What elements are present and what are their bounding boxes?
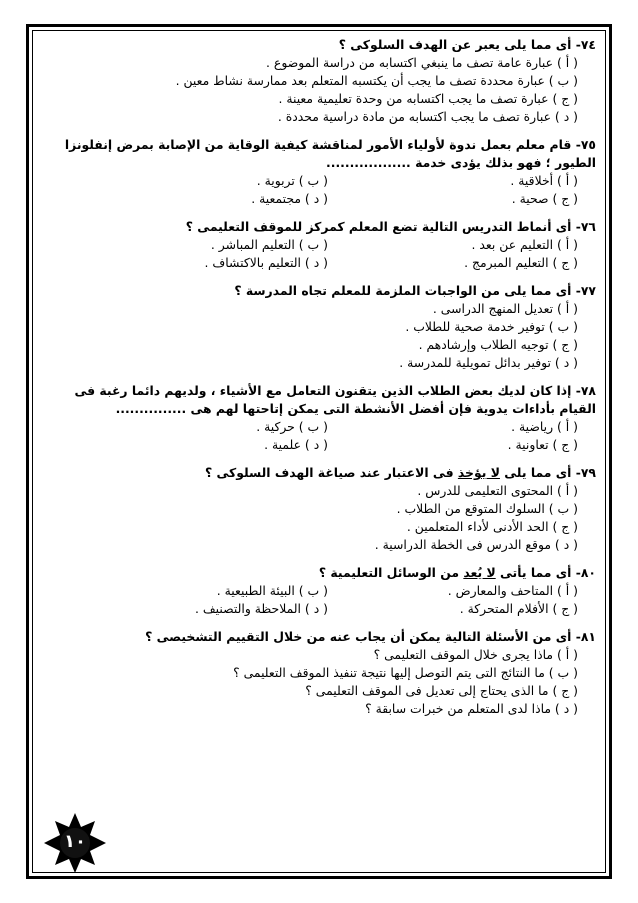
question-77 — [40, 282, 596, 372]
option-a: ( أ ) المحتوى التعليمى للدرس . — [417, 483, 578, 498]
option-a: ( أ ) التعليم عن بعد . — [471, 237, 578, 252]
option-d: ( د ) علمية . — [264, 437, 328, 452]
option-c: ( ج ) تعاونية . — [507, 437, 578, 452]
option-a: ( أ ) أخلاقية . — [510, 173, 578, 188]
option-d: ( د ) التعليم بالاكتشاف . — [204, 255, 328, 270]
option-d: ( د ) موقع الدرس فى الخطة الدراسية . — [374, 537, 578, 552]
option-c: ( ج ) توجيه الطلاب وإرشادهم . — [418, 337, 578, 352]
option-b: ( ب ) حركية . — [256, 419, 328, 434]
option-b: ( ب ) تربوية . — [256, 173, 328, 188]
question-81 — [40, 628, 596, 718]
options-row — [40, 190, 596, 208]
option-d: ( د ) عبارة تصف ما يجب اكتسابه من مادة دراسية محددة . — [277, 109, 578, 124]
option-b: ( ب ) توفير خدمة صحية للطلاب . — [405, 319, 578, 334]
question-text: أى من الأسئلة التالية يمكن أن يجاب عنه من خلال التقييم التشخيصى ؟ — [145, 629, 572, 644]
option-c: ( ج ) التعليم المبرمج . — [464, 255, 578, 270]
options-row — [40, 254, 596, 272]
question-number: ٧٤- — [575, 37, 596, 52]
page-number-badge — [42, 812, 108, 874]
option-d: ( د ) الملاحظة والتصنيف . — [194, 601, 328, 616]
option-a: ( أ ) عبارة عامة تصف ما ينبغي اكتسابه من دراسة الموضوع . — [266, 55, 578, 70]
question-80 — [40, 564, 596, 618]
option-c: ( ج ) عبارة تصف ما يجب اكتسابه من وحدة تعليمية معينة . — [278, 91, 578, 106]
question-text: أى أنماط التدريس التالية تضع المعلم كمركز للموقف التعليمى ؟ — [185, 219, 572, 234]
option-a: ( أ ) المتاحف والمعارض . — [447, 583, 578, 598]
question-number: ٧٨- — [575, 383, 596, 398]
question-number: ٨١- — [575, 629, 596, 644]
question-75 — [40, 136, 596, 208]
question-number: ٧٩- — [575, 465, 596, 480]
exam-content — [40, 36, 596, 718]
options-row — [40, 436, 596, 454]
question-text-end: فى الاعتبار عند صياغة الهدف السلوكى ؟ — [204, 465, 458, 480]
question-text-start: أى مما يلى — [499, 465, 572, 480]
option-c: ( ج ) الأفلام المتحركة . — [459, 601, 578, 616]
option-d: ( د ) مجتمعية . — [251, 191, 328, 206]
question-74 — [40, 36, 596, 126]
option-a: ( أ ) ماذا يجرى خلال الموقف التعليمى ؟ — [373, 647, 578, 662]
question-stem — [40, 464, 596, 482]
question-78 — [40, 382, 596, 454]
option-c: ( ج ) الحد الأدنى لأداء المتعلمين . — [406, 519, 578, 534]
option-a: ( أ ) تعديل المنهج الدراسى . — [432, 301, 578, 316]
question-text-end: من الوسائل التعليمية ؟ — [318, 565, 464, 580]
question-text: قام معلم بعمل ندوة لأولياء الأمور لمناقشة كيفية الوقاية من الإصابة بمرض إنفلونزا الطيور ؛ فهو بذلك يؤدى خدمة .................. — [64, 137, 596, 170]
options-row — [40, 236, 596, 254]
question-stem — [40, 628, 596, 646]
question-stem — [40, 36, 596, 54]
question-text: إذا كان لديك بعض الطلاب الذين يتقنون التعامل مع الأشياء ، ولديهم دائما رغبة فى القيام بأداءات يدوية فإن أفضل الأنشطة التى يمكن إتاحتها لهم هى ............... — [74, 383, 596, 416]
question-text-start: أى مما يأتى — [495, 565, 572, 580]
question-text-underlined: لا يُعد — [463, 565, 496, 580]
options-row — [40, 600, 596, 618]
page-number: ١٠ — [64, 831, 86, 852]
question-number: ٧٦- — [575, 219, 596, 234]
question-76 — [40, 218, 596, 272]
question-text-underlined: لا يؤخذ — [457, 465, 500, 480]
question-stem — [40, 564, 596, 582]
option-b: ( ب ) السلوك المتوقع من الطلاب . — [396, 501, 578, 516]
option-a: ( أ ) رياضية . — [511, 419, 578, 434]
options-row — [40, 418, 596, 436]
question-number: ٨٠- — [575, 565, 596, 580]
option-c: ( ج ) ما الذى يحتاج إلى تعديل فى الموقف التعليمى ؟ — [305, 683, 578, 698]
option-c: ( ج ) صحية . — [511, 191, 578, 206]
option-b: ( ب ) ما النتائج التى يتم التوصل إليها نتيجة تنفيذ الموقف التعليمى ؟ — [233, 665, 578, 680]
question-stem — [40, 136, 596, 172]
option-b: ( ب ) البيئة الطبيعية . — [216, 583, 328, 598]
option-b: ( ب ) التعليم المباشر . — [210, 237, 328, 252]
question-stem — [40, 282, 596, 300]
options-row — [40, 172, 596, 190]
question-number: ٧٧- — [575, 283, 596, 298]
question-stem — [40, 382, 596, 418]
option-b: ( ب ) عبارة محددة تصف ما يجب أن يكتسبه المتعلم بعد ممارسة نشاط معين . — [175, 73, 578, 88]
option-d: ( د ) ماذا لدى المتعلم من خبرات سابقة ؟ — [365, 701, 578, 716]
question-text: أى مما يلى من الواجبات الملزمة للمعلم تجاه المدرسة ؟ — [234, 283, 572, 298]
question-stem — [40, 218, 596, 236]
question-79 — [40, 464, 596, 554]
question-text: أى مما يلى يعبر عن الهدف السلوكى ؟ — [338, 37, 572, 52]
question-number: ٧٥- — [575, 137, 596, 152]
option-d: ( د ) توفير بدائل تمويلية للمدرسة . — [399, 355, 578, 370]
options-row — [40, 582, 596, 600]
